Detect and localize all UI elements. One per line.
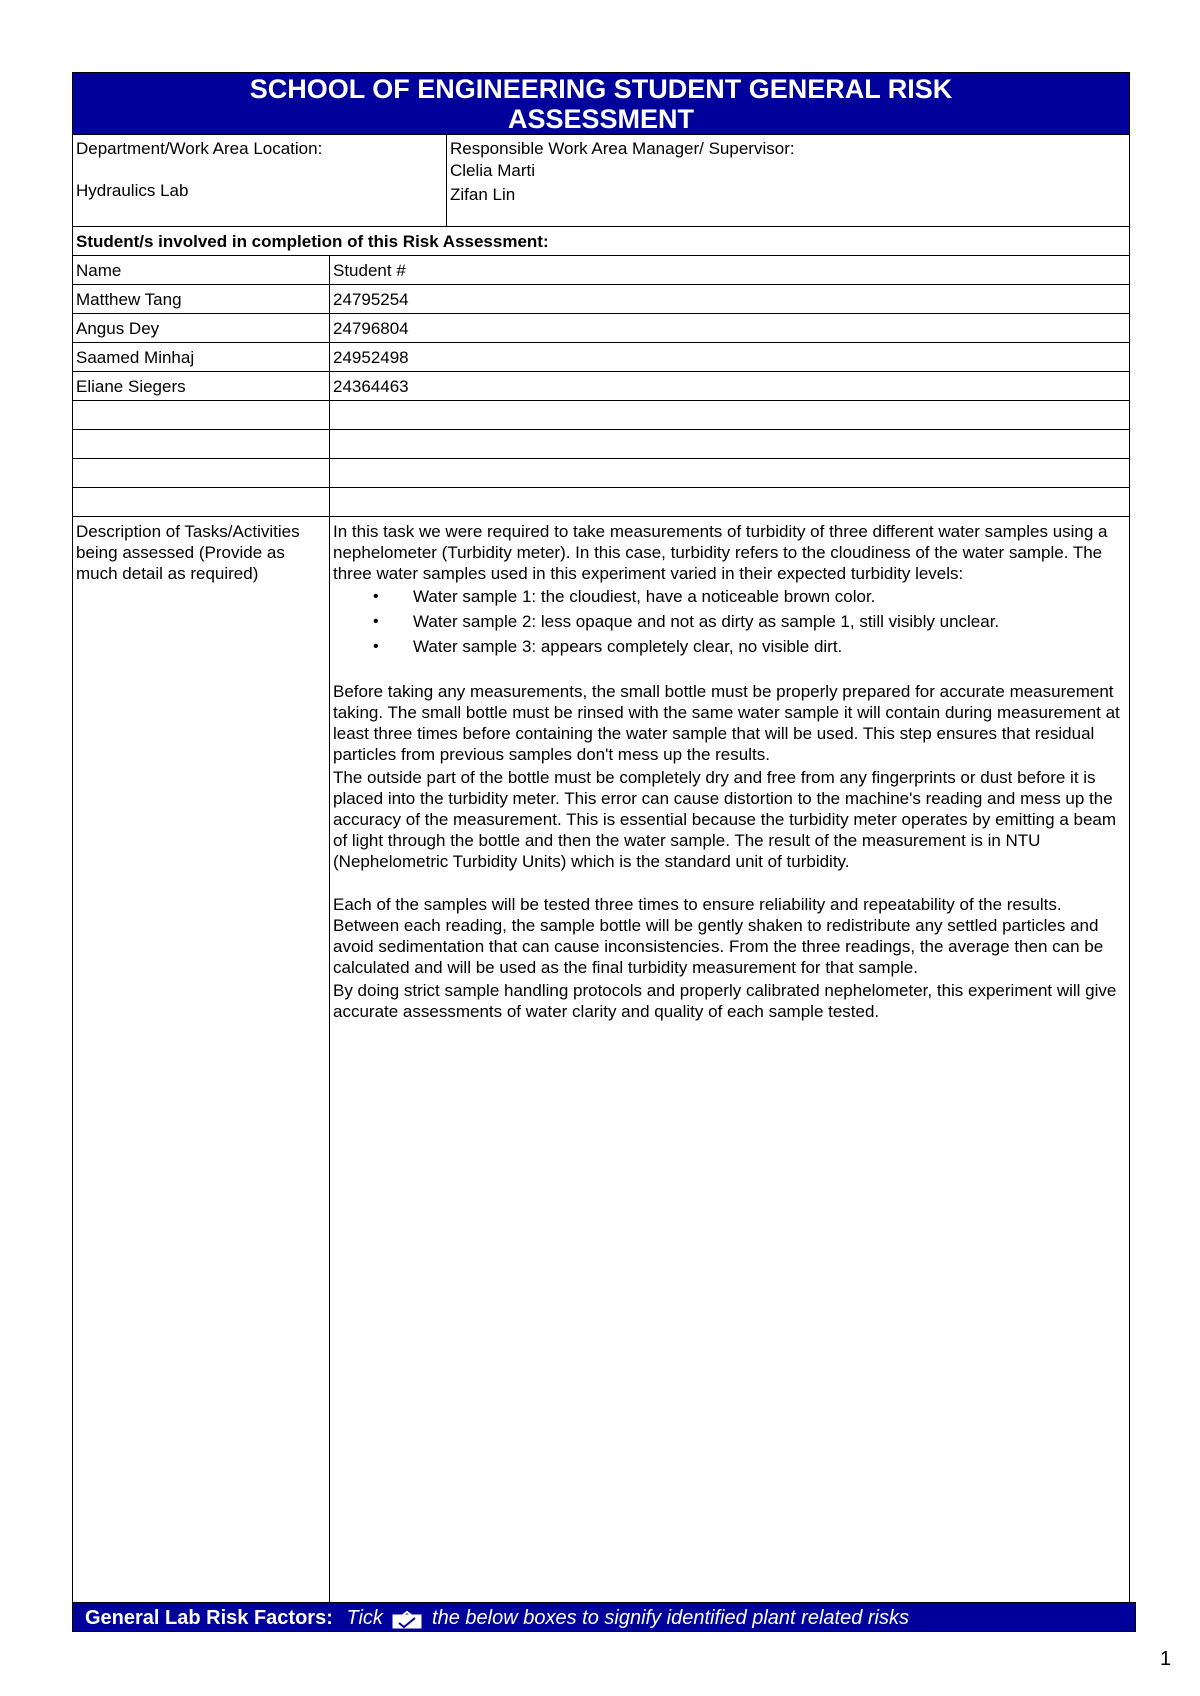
location-row bbox=[73, 135, 1129, 227]
form-title bbox=[73, 73, 1129, 135]
student-row bbox=[73, 285, 1129, 314]
description-paragraph: The outside part of the bottle must be completely dry and free from any fingerprints or dust before it is placed into the turbidity meter. This error can cause distortion to the machine's reading and mess up the accuracy of the measurement. This is essential because the turbidity meter operates by emitting a beam of light through the bottle and then the water sample. The result of the measurement is in NTU (Nephelometric Turbidity Units) which is the standard unit of turbidity. bbox=[333, 768, 1117, 871]
water-sample-list bbox=[333, 584, 1126, 659]
student-row bbox=[73, 372, 1129, 401]
student-number-cell[interactable]: 24795254 bbox=[333, 290, 409, 309]
student-name-cell[interactable] bbox=[73, 488, 330, 516]
form-title-line-2: ASSESSMENT bbox=[507, 104, 695, 134]
location-label: Department/Work Area Location: bbox=[76, 139, 323, 158]
risk-assessment-form bbox=[72, 72, 1130, 1605]
risk-factors-instruction: the below boxes to signify identified plant related risks bbox=[432, 1607, 909, 1629]
students-heading-row bbox=[73, 227, 1129, 256]
description-paragraph: By doing strict sample handling protocols and properly calibrated nephelometer, this experiment will give accurate assessments of water clarity and quality of each sample tested. bbox=[333, 981, 1117, 1021]
page-number: 1 bbox=[1160, 1648, 1172, 1670]
form-title-line-1: SCHOOL OF ENGINEERING STUDENT GENERAL RISK bbox=[249, 74, 953, 104]
student-name-cell[interactable]: Matthew Tang bbox=[73, 285, 330, 313]
student-row-empty bbox=[73, 430, 1129, 459]
student-number-cell[interactable]: 24952498 bbox=[333, 348, 409, 367]
student-name-cell[interactable] bbox=[73, 459, 330, 487]
task-description-label: Description of Tasks/Activities being assessed (Provide as much detail as required) bbox=[73, 517, 330, 1604]
risk-factors-label: General Lab Risk Factors: bbox=[85, 1607, 333, 1629]
student-number-cell[interactable] bbox=[330, 430, 1129, 458]
student-name-cell[interactable]: Angus Dey bbox=[73, 314, 330, 342]
list-item: • Water sample 3: appears completely clear, no visible dirt. bbox=[413, 634, 1126, 659]
students-column-header-row bbox=[73, 256, 1129, 285]
list-item: • Water sample 2: less opaque and not as dirty as sample 1, still visibly unclear. bbox=[413, 609, 1126, 634]
tick-box-icon bbox=[392, 1608, 422, 1638]
student-number-cell[interactable]: 24796804 bbox=[333, 319, 409, 338]
general-lab-risk-factors-bar bbox=[72, 1602, 1136, 1632]
paragraph-gap bbox=[333, 659, 1126, 681]
supervisor-name: Clelia Marti bbox=[450, 161, 536, 180]
description-paragraph: Each of the samples will be tested three times to ensure reliability and repeatability of the results. Between each reading, the sample bottle will be gently shaken to redistribute any settled particles and avoid sedimentation that can cause inconsistencies. From the three readings, the average then can be calculated and will be used as the final turbidity measurement for that sample. bbox=[333, 895, 1104, 977]
student-row-empty bbox=[73, 488, 1129, 517]
student-row-empty bbox=[73, 401, 1129, 430]
paragraph-gap bbox=[333, 872, 1126, 894]
student-name-cell[interactable] bbox=[73, 430, 330, 458]
student-number-cell[interactable]: 24364463 bbox=[333, 377, 409, 396]
supervisor-label: Responsible Work Area Manager/ Supervisor: bbox=[450, 139, 795, 158]
description-intro: In this task we were required to take measurements of turbidity of three different water samples using a nephelometer (Turbidity meter). In this case, turbidity refers to the cloudiness of the water sample. The three water samples used in this experiment varied in their expected turbidity levels: bbox=[333, 522, 1108, 583]
student-name-cell[interactable]: Saamed Minhaj bbox=[73, 343, 330, 371]
column-header-name: Name bbox=[73, 256, 330, 284]
supervisor-name: Zifan Lin bbox=[450, 185, 516, 204]
task-description-row bbox=[73, 517, 1129, 1604]
column-header-student-number: Student # bbox=[333, 261, 406, 280]
list-item: • Water sample 1: the cloudiest, have a noticeable brown color. bbox=[413, 584, 1126, 609]
student-name-cell[interactable]: Eliane Siegers bbox=[73, 372, 330, 400]
student-number-cell[interactable] bbox=[330, 459, 1129, 487]
tick-word: Tick bbox=[346, 1607, 383, 1629]
student-row bbox=[73, 314, 1129, 343]
students-heading: Student/s involved in completion of this Risk Assessment: bbox=[76, 232, 549, 251]
student-number-cell[interactable] bbox=[330, 401, 1129, 429]
supervisor-cell[interactable] bbox=[447, 135, 1129, 226]
student-name-cell[interactable] bbox=[73, 401, 330, 429]
student-row-empty bbox=[73, 459, 1129, 488]
location-value: Hydraulics Lab bbox=[76, 181, 189, 200]
description-paragraph: Before taking any measurements, the small bottle must be properly prepared for accurate measurement taking. The small bottle must be rinsed with the same water sample it will contain during measurement at least three times before containing the water sample that will be used. This step ensures that residual particles from previous samples don't mess up the results. bbox=[333, 682, 1120, 764]
student-row bbox=[73, 343, 1129, 372]
student-number-cell[interactable] bbox=[330, 488, 1129, 516]
location-cell[interactable] bbox=[73, 135, 447, 226]
task-description-text[interactable] bbox=[330, 517, 1129, 1604]
